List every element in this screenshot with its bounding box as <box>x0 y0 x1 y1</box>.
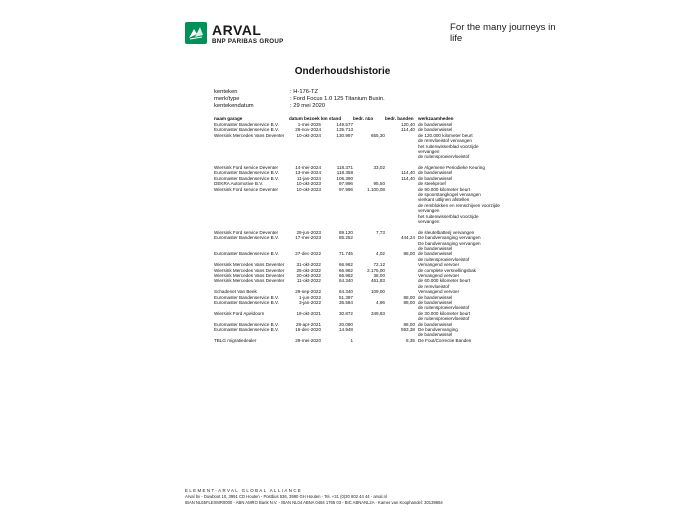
cell-km: 130.997 <box>336 132 353 138</box>
info-value: : Ford Focus 1.0 125 Titanium Busin. <box>290 96 385 103</box>
table-row <box>214 187 528 225</box>
cell-garage: Euromaster Bandenservice B.V. <box>214 294 279 300</box>
cell-work <box>415 327 528 338</box>
cell-amount-tires <box>385 133 415 160</box>
cell-km: 64.340 <box>338 278 353 284</box>
cell-garage: Euromaster Bandenservice B.V. <box>214 321 279 327</box>
cell-amount-tires: 88,00 <box>403 299 415 305</box>
table-row <box>214 235 528 251</box>
cell-km: 51.397 <box>338 294 353 300</box>
footer <box>185 488 443 506</box>
cell-garage: DEKRA Automotive B.V. <box>214 181 264 187</box>
cell-date: 29-jun-2023 <box>296 229 321 235</box>
cell-garage: Euromaster Bandenservice B.V. <box>214 122 279 127</box>
cell-amount-ro <box>353 327 385 338</box>
header-garage: naam garage <box>214 116 243 122</box>
cell-amount-ro: 2.175,00 <box>367 267 385 273</box>
work-line: het ruitenwisserblad voorzijde <box>418 213 479 219</box>
cell-amount-tires: 88,00 <box>403 294 415 300</box>
cell-garage: Euromaster Bandenservice B.V. <box>214 327 279 332</box>
cell-date: 10-okt-2024 <box>296 132 321 138</box>
brand-subtitle: BNP PARIBAS GROUP <box>212 38 284 45</box>
work-line: de ruitensproeiervloeistof <box>418 316 470 322</box>
work-line: de ruitensproeiervloeistof <box>418 305 470 311</box>
work-line: de Algemene Periodieke Keuring <box>418 165 485 171</box>
cell-work <box>415 251 528 262</box>
cell-amount-tires <box>385 187 415 225</box>
work-line: Vervangend vervoer <box>418 289 460 295</box>
info-label: kentekendatum <box>214 103 254 110</box>
cell-amount-tires: 8,35 <box>406 337 415 343</box>
work-line: vervangen <box>418 208 440 214</box>
cell-garage: Wiersink Ford service Deventer <box>214 229 279 235</box>
cell-km: 135.713 <box>336 127 353 133</box>
work-line: de 60.000 kilometer beurt <box>418 278 471 284</box>
cell-garage: Wiersink Ford service Deventer <box>214 186 279 192</box>
cell-date: 3-jan-2022 <box>299 299 321 305</box>
cell-work <box>415 235 528 251</box>
cell-amount-tires: 88,00 <box>403 251 415 257</box>
cell-date: 10-okt-2023 <box>296 186 321 192</box>
work-line: vervangen <box>418 149 440 155</box>
work-line: de bandenwissel <box>418 321 453 327</box>
work-line: Vervangend vervoer <box>418 262 460 268</box>
bird-logo-icon <box>185 22 207 44</box>
cell-garage: TBLG migratiedealer <box>214 337 257 343</box>
info-value: : H-176-TZ <box>290 89 319 95</box>
work-line: de 30.000 kilometer beurt <box>418 310 471 316</box>
cell-km: 64.340 <box>338 289 353 295</box>
cell-amount-ro: 7,73 <box>376 229 385 235</box>
cell-date: 29-mei-2020 <box>295 337 321 343</box>
cell-km: 30.872 <box>338 310 353 316</box>
cell-garage: Euromaster Bandenservice B.V. <box>214 127 279 133</box>
cell-amount-ro: 33,02 <box>373 165 385 171</box>
work-line: De bandvervanging vervangen <box>418 240 481 246</box>
cell-work <box>415 338 528 343</box>
cell-work <box>415 300 528 311</box>
work-line: de ruitensproeiervloeistof <box>418 256 470 262</box>
work-line: de remblokken en remschijven voorzijde <box>418 202 500 208</box>
header-work: werkzaamheden <box>418 116 454 122</box>
footer-bank: IBAN NL55FLEXMR0000 - ABN AMRO Bank N.V. - IBAN NL04 ABNA 0484 1765 03 - BIC ABNANL2A - Kamer van Koophandel: 30139664 <box>185 500 443 505</box>
cell-km: 118.358 <box>336 170 353 176</box>
info-label: kenteken <box>214 89 238 95</box>
cell-amount-tires: 88,00 <box>403 321 415 327</box>
header-km: km stand <box>321 116 342 122</box>
work-line: de remvloeistof <box>418 283 450 289</box>
table-row <box>214 327 528 338</box>
header-date: datum bezoek <box>289 116 320 122</box>
cell-date: 13-mei-2024 <box>295 170 321 176</box>
work-line: de remvloeistof vervangen <box>418 138 472 144</box>
work-line: de bandenwissel <box>418 332 453 338</box>
cell-amount-ro: 109,00 <box>370 289 385 295</box>
info-row <box>214 96 385 103</box>
page-title: Onderhoudshistorie <box>294 66 391 77</box>
work-line: de bandenwissel <box>418 245 453 251</box>
cell-amount-tires <box>385 278 415 289</box>
cell-amount-tires: 444,24 <box>400 235 415 241</box>
work-line: de bandenwissel <box>418 294 453 300</box>
cell-amount-tires <box>385 311 415 322</box>
cell-date: 11-okt-2022 <box>296 278 321 284</box>
cell-km: 20.090 <box>338 321 353 327</box>
cell-amount-ro: 72,12 <box>373 262 385 268</box>
info-label: merk/type <box>214 96 240 103</box>
cell-garage: Euromaster Bandenservice B.V. <box>214 251 279 257</box>
cell-date: 29-sep-2022 <box>295 289 321 295</box>
cell-work <box>415 278 528 289</box>
cell-amount-tires: 593,38 <box>400 327 415 332</box>
table-row <box>214 311 528 322</box>
work-line: de bandenwissel <box>418 122 453 127</box>
cell-amount-ro: 461,83 <box>370 278 385 284</box>
cell-garage: Wiersink Ford service Deventer <box>214 165 279 171</box>
table-row <box>214 338 528 343</box>
cell-km: 36.584 <box>338 299 353 305</box>
vehicle-info <box>214 89 385 111</box>
cell-km: 71.745 <box>338 251 353 257</box>
cell-garage: Euromaster Bandenservice B.V. <box>214 175 279 181</box>
table-row <box>214 133 528 160</box>
work-line: vervangen <box>418 219 440 225</box>
cell-km: 66.962 <box>338 262 353 268</box>
cell-amount-ro: 655,30 <box>370 132 385 138</box>
cell-garage: Wiersink Mercedes Vans Deventer <box>214 278 285 284</box>
cell-amount-ro: 349,83 <box>370 310 385 316</box>
work-line: de bandenwissel <box>418 299 453 305</box>
cell-amount-ro: 4,96 <box>376 299 385 305</box>
cell-garage: Euromaster Bandenservice B.V. <box>214 170 279 176</box>
table-row <box>214 300 528 311</box>
info-row <box>214 103 385 110</box>
work-line: de steekproef <box>418 181 446 187</box>
work-line: de sleutelbatterij vervangen <box>418 229 475 235</box>
work-line: Vervangend vervoer <box>418 272 460 278</box>
cell-km: 85.252 <box>338 235 353 241</box>
cell-km: 1 <box>350 337 353 343</box>
cell-km: 66.962 <box>338 272 353 278</box>
cell-amount-ro: 4,02 <box>376 251 385 257</box>
cell-garage: Wiersink Mercedes Vans Deventer <box>214 132 285 138</box>
header-amount-ro: bedr. r&o <box>353 116 374 122</box>
cell-garage: Wiersink Mercedes Vans Deventer <box>214 262 285 268</box>
footer-address: Arval bv - Duwboot 10, 3991 CD Houten - Postbus 536, 3990 GH Houten - Tel. +31 (0)30 602 44 44 - arval.nl <box>185 494 387 499</box>
cell-date: 17-mei-2023 <box>295 235 321 241</box>
cell-garage: Wiersink Ford Apeldoorn <box>214 310 265 316</box>
cell-date: 31-okt-2022 <box>296 262 321 268</box>
table-row <box>214 278 528 289</box>
work-line: de 90.000 kilometer beurt <box>418 186 471 192</box>
cell-amount-ro <box>353 235 385 251</box>
cell-date: 14-mei-2024 <box>295 165 321 171</box>
brand-tagline: For the many journeys in life <box>450 22 556 44</box>
info-value: : 29 mei 2020 <box>290 103 326 110</box>
cell-date: 25-okt-2022 <box>296 267 321 273</box>
maintenance-history-table <box>214 116 528 343</box>
work-line: de 120.000 kilometer beurt <box>418 132 473 138</box>
table-row <box>214 251 528 262</box>
cell-km: 106.390 <box>336 175 353 181</box>
cell-amount-tires: 114,40 <box>401 127 415 133</box>
header-amount-tires: bedr. banden <box>385 116 414 122</box>
cell-date: 16-dec-2020 <box>295 327 321 332</box>
cell-date: 10-okt-2023 <box>296 181 321 187</box>
cell-km: 97.996 <box>338 181 353 187</box>
cell-date: 1-jun-2022 <box>299 294 321 300</box>
cell-garage: Euromaster Bandenservice B.V. <box>214 299 279 305</box>
cell-km: 66.962 <box>338 267 353 273</box>
work-line: de ruitensproeiervloeistof <box>418 154 470 160</box>
work-line: de bandenwissel <box>418 127 453 133</box>
cell-amount-ro: 1.100,08 <box>367 186 385 192</box>
cell-amount-ro: 95,50 <box>373 181 385 187</box>
cell-garage: Schadenet Van Beek <box>214 289 257 295</box>
cell-work <box>415 133 528 160</box>
cell-amount-tires: 114,40 <box>401 175 415 181</box>
brand-name: ARVAL <box>212 22 262 38</box>
cell-amount-tires: 114,40 <box>401 170 415 176</box>
cell-amount-tires: 120,40 <box>400 122 415 127</box>
work-line: de bandenwissel <box>418 175 453 181</box>
work-line: de complete versnellingsbak <box>418 267 476 273</box>
cell-garage: Wiersink Mercedes Vans Deventer <box>214 267 285 273</box>
cell-km: 97.996 <box>338 186 353 192</box>
cell-km: 89.120 <box>338 229 353 235</box>
cell-date: 11-jan-2024 <box>296 175 321 181</box>
cell-date: 27-dec-2022 <box>295 251 321 257</box>
cell-date: 1-mei-2025 <box>297 122 321 127</box>
work-line: de bandenwissel <box>418 251 453 257</box>
cell-date: 19-okt-2021 <box>296 310 321 316</box>
arval-logo <box>185 22 207 44</box>
work-line: het ruitenwisserblad voorzijde <box>418 143 479 149</box>
work-line: De bandvervanging <box>418 327 458 332</box>
cell-km: 149.577 <box>336 122 353 127</box>
work-line: de bandenwissel <box>418 170 453 176</box>
cell-garage: Wiersink Mercedes Vans Deventer <box>214 272 285 278</box>
work-line: De Fout/Correctie Banden <box>418 337 472 343</box>
work-line: de spoorstangkogel vervangen <box>418 192 481 198</box>
cell-amount-ro <box>353 338 385 343</box>
cell-date: 26-nov-2024 <box>295 127 321 133</box>
cell-work <box>415 311 528 322</box>
cell-date: 20-okt-2022 <box>296 272 321 278</box>
footer-alliance: ELEMENT-ARVAL GLOBAL ALLIANCE <box>185 488 303 493</box>
cell-km: 14.948 <box>338 327 353 332</box>
cell-work <box>415 187 528 225</box>
info-row <box>214 89 385 96</box>
work-line: De bandvervanging vervangen <box>418 235 481 241</box>
cell-garage: Euromaster Bandenservice B.V. <box>214 235 279 241</box>
cell-km: 118.371 <box>336 165 353 171</box>
cell-amount-ro: 38,00 <box>373 272 385 278</box>
work-line: vierkant uitlijnen afstellen <box>418 197 470 203</box>
cell-date: 28-apr-2021 <box>295 321 321 327</box>
